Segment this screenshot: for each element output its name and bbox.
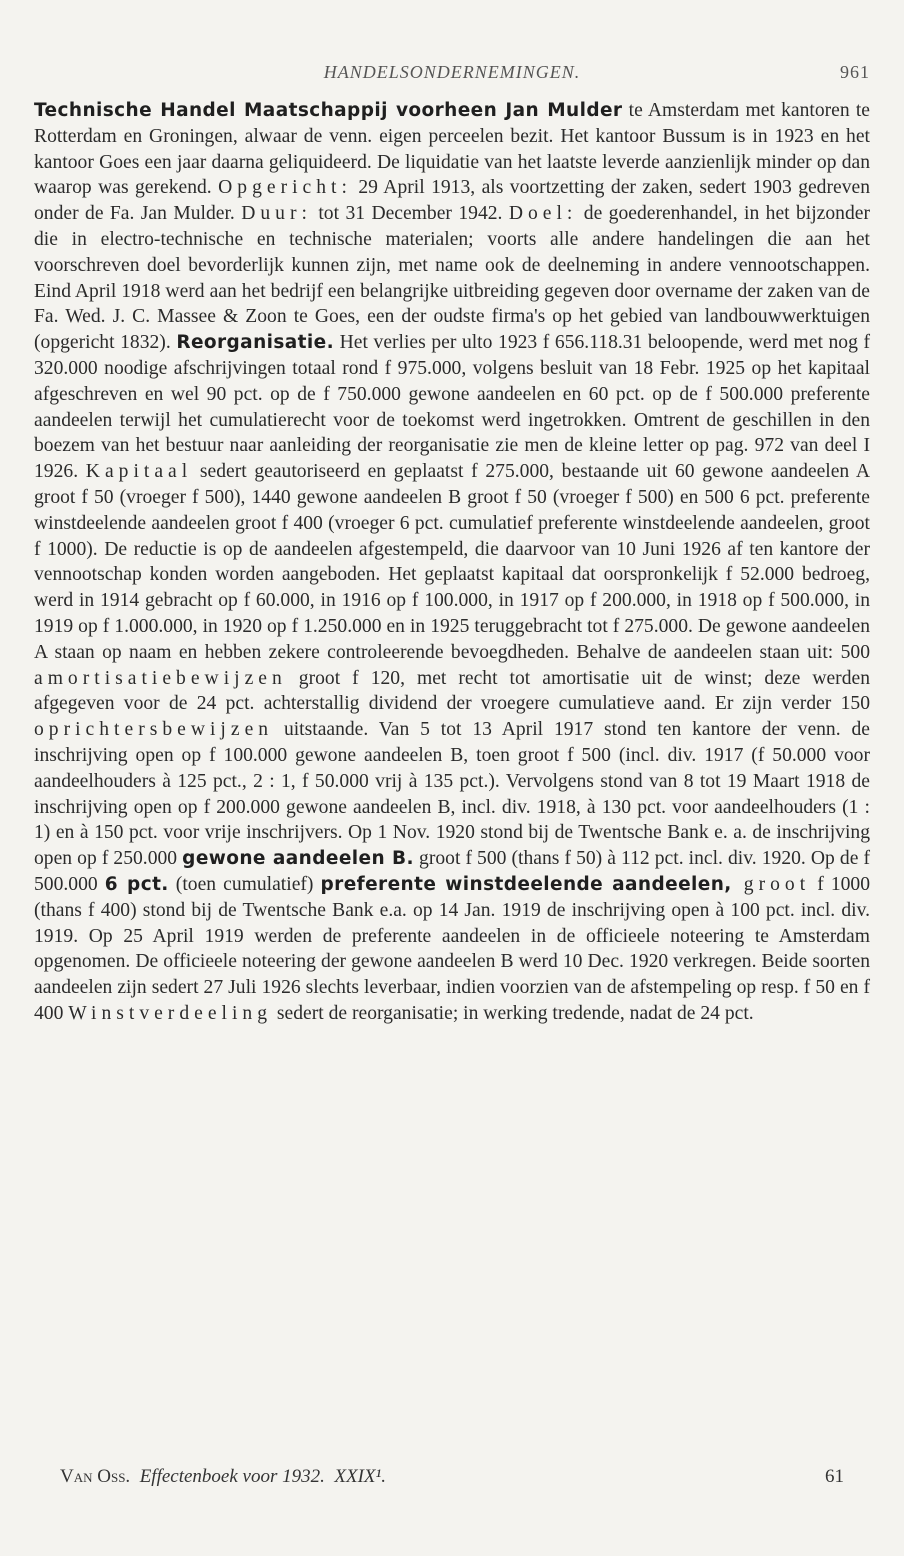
running-head-title: HANDELSONDERNEMINGEN. <box>323 62 581 82</box>
text-segment: sedert de reorganisatie; in werking tredende, nadat de 24 pct. <box>272 1002 754 1024</box>
text-segment: f 1000 (thans f 400) stond bij de Twentsche Bank e.a. op 14 Jan. 1919 de inschrijving open à 100 pct. incl. div. 1919. Op 25 April 1919 werden de preferente aandeelen in de officieele noteering te Amsterdam opgenomen. De officieele noteering der gewone aandeelen B werd 10 Dec. 1920 verkregen. Beide soorten aandeelen zijn sedert 27 Juli 1926 slechts leverbaar, indien voorzien van de afstempeling op resp. f 50 en f 400 <box>34 873 871 1024</box>
label-reorganisatie: Reorganisatie. <box>176 332 335 354</box>
text-segment: te Amsterdam met kantoren te Rotterdam en Groningen, alwaar de venn. eigen perceelen bezit. Het kantoor Bussum is in 1923 en het kantoor Goes een jaar daarna geliquideerd. De liquidatie van het laatste leverde aanzienlijk minder op dan waarop was gerekend. <box>34 100 870 199</box>
text-segment: 29 April 1913, als voortzetting der zaken, sedert 1903 gedreven onder de Fa. Jan Mulder. <box>34 177 870 225</box>
label-6-pct: 6 pct. <box>104 873 169 895</box>
footer-publication <box>60 1466 386 1488</box>
label-gewone-aandeelen-b: gewone aandeelen B. <box>182 848 414 870</box>
footer-page-number: 61 <box>825 1466 844 1487</box>
label-amortisatiebewijzen: amortisatiebewijzen <box>34 667 287 689</box>
text-segment: groot f 120, met recht tot amortisatie uit de winst; deze werden afgegeven voor de 24 pct. achterstallig dividend der vroegere cumulatieve aand. Er zijn verder 150 <box>34 667 870 715</box>
label-groot: groot <box>731 873 811 895</box>
text-segment: (toen cumulatief) <box>168 873 321 895</box>
running-head <box>34 62 870 98</box>
label-opgericht: Opgericht: <box>218 177 352 199</box>
text-segment: Het verlies per ulto 1923 f 656.118.31 beloopende, werd met nog f 320.000 noodige afschrijvingen totaal rond f 975.000, volgens besluit van 18 Febr. 1925 op het kapitaal afgeschreven en wel 90 pct. op de f 750.000 gewone aandeelen en 60 pct. op de f 500.000 preferente aandeelen terwijl het cumulatierecht voor de toekomst werd ingetrokken. Omtrent de geschillen in den boezem van het bestuur naar aanleiding der reorganisatie zie men de kleine letter op pag. 972 van deel I 1926. <box>34 332 870 483</box>
label-winstverdeeling: Winstverdeeling <box>68 1002 273 1024</box>
label-duur: Duur: <box>241 203 312 225</box>
text-segment: tot 31 December 1942. <box>311 203 509 225</box>
footer-volume: XXIX¹. <box>334 1466 386 1487</box>
text-segment: de goederenhandel, in het bijzonder die in electro-technische en technische materialen; voorts alle andere handelingen die aan het voorschreven doel bevorderlijk kunnen zijn, met name ook de deelneming in andere vennootschappen. Eind April 1918 werd aan het bedrijf een belangrijke uitbreiding gegeven door overname der zaken van de Fa. Wed. J. C. Massee & Zoon te Goes, een der oudste firma's op het gebied van landbouwwerktuigen (opgericht 1832). <box>34 203 870 354</box>
footer-book-title: Effectenboek voor 1932. <box>139 1466 325 1487</box>
label-oprichtersbewijzen: oprichtersbewijzen <box>34 719 274 741</box>
label-kapitaal: Kapitaal <box>85 461 193 483</box>
text-segment: uitstaande. Van 5 tot 13 April 1917 stond ten kantore der venn. de inschrijving open op f 100.000 gewone aandeelen B, toen groot f 500 (incl. div. 1917 (f 50.000 voor aandeelhouders à 125 pct., 2 : 1, f 50.000 vrij à 135 pct.). Vervolgens stond van 8 tot 19 Maart 1918 de inschrijving open op f 200.000 gewone aandeelen B, incl. div. 1918, à 130 pct. voor aandeelhouders (1 : 1) en à 150 pct. voor vrije inschrijvers. Op 1 Nov. 1920 stond bij de Twentsche Bank e. a. de inschrijving open op f 250.000 <box>34 719 870 870</box>
text-segment: groot f 500 (thans f 50) à 112 pct. incl. div. 1920. Op de f 500.000 <box>34 848 871 895</box>
footer-publisher: Van Oss. <box>60 1466 131 1487</box>
label-preferente-winstdeelende-aandeelen: preferente winstdeelende aandeelen, <box>320 873 732 895</box>
article-body <box>34 98 870 1027</box>
company-name-heading: Technische Handel Maatschappij voorheen Jan Mulder <box>34 100 623 121</box>
page-number: 961 <box>840 62 870 82</box>
label-doel: Doel: <box>508 203 578 225</box>
text-segment: sedert geautoriseerd en geplaatst f 275.000, bestaande uit 60 gewone aandeelen A groot f 50 (vroeger f 500), 1440 gewone aandeelen B groot f 50 (vroeger f 500) en 500 6 pct. preferente winstdeelende aandeelen groot f 400 (vroeger 6 pct. cumulatief preferente winstdeelende aandeelen, groot f 1000). De reductie is op de aandeelen afgestempeld, die daarvoor van 10 Juni 1926 af ten kantore der vennootschap konden worden aangeboden. Het geplaatst kapitaal dat oorspronkelijk f 52.000 bedroeg, werd in 1914 gebracht op f 60.000, in 1916 op f 100.000, in 1917 op f 200.000, in 1918 op f 500.000, in 1919 op f 1.000.000, in 1920 op f 1.250.000 en in 1925 teruggebracht tot f 275.000. De gewone aandeelen A staan op naam en hebben zekere controleerende bevoegdheden. Behalve de aandeelen staan uit: 500 <box>34 461 871 663</box>
